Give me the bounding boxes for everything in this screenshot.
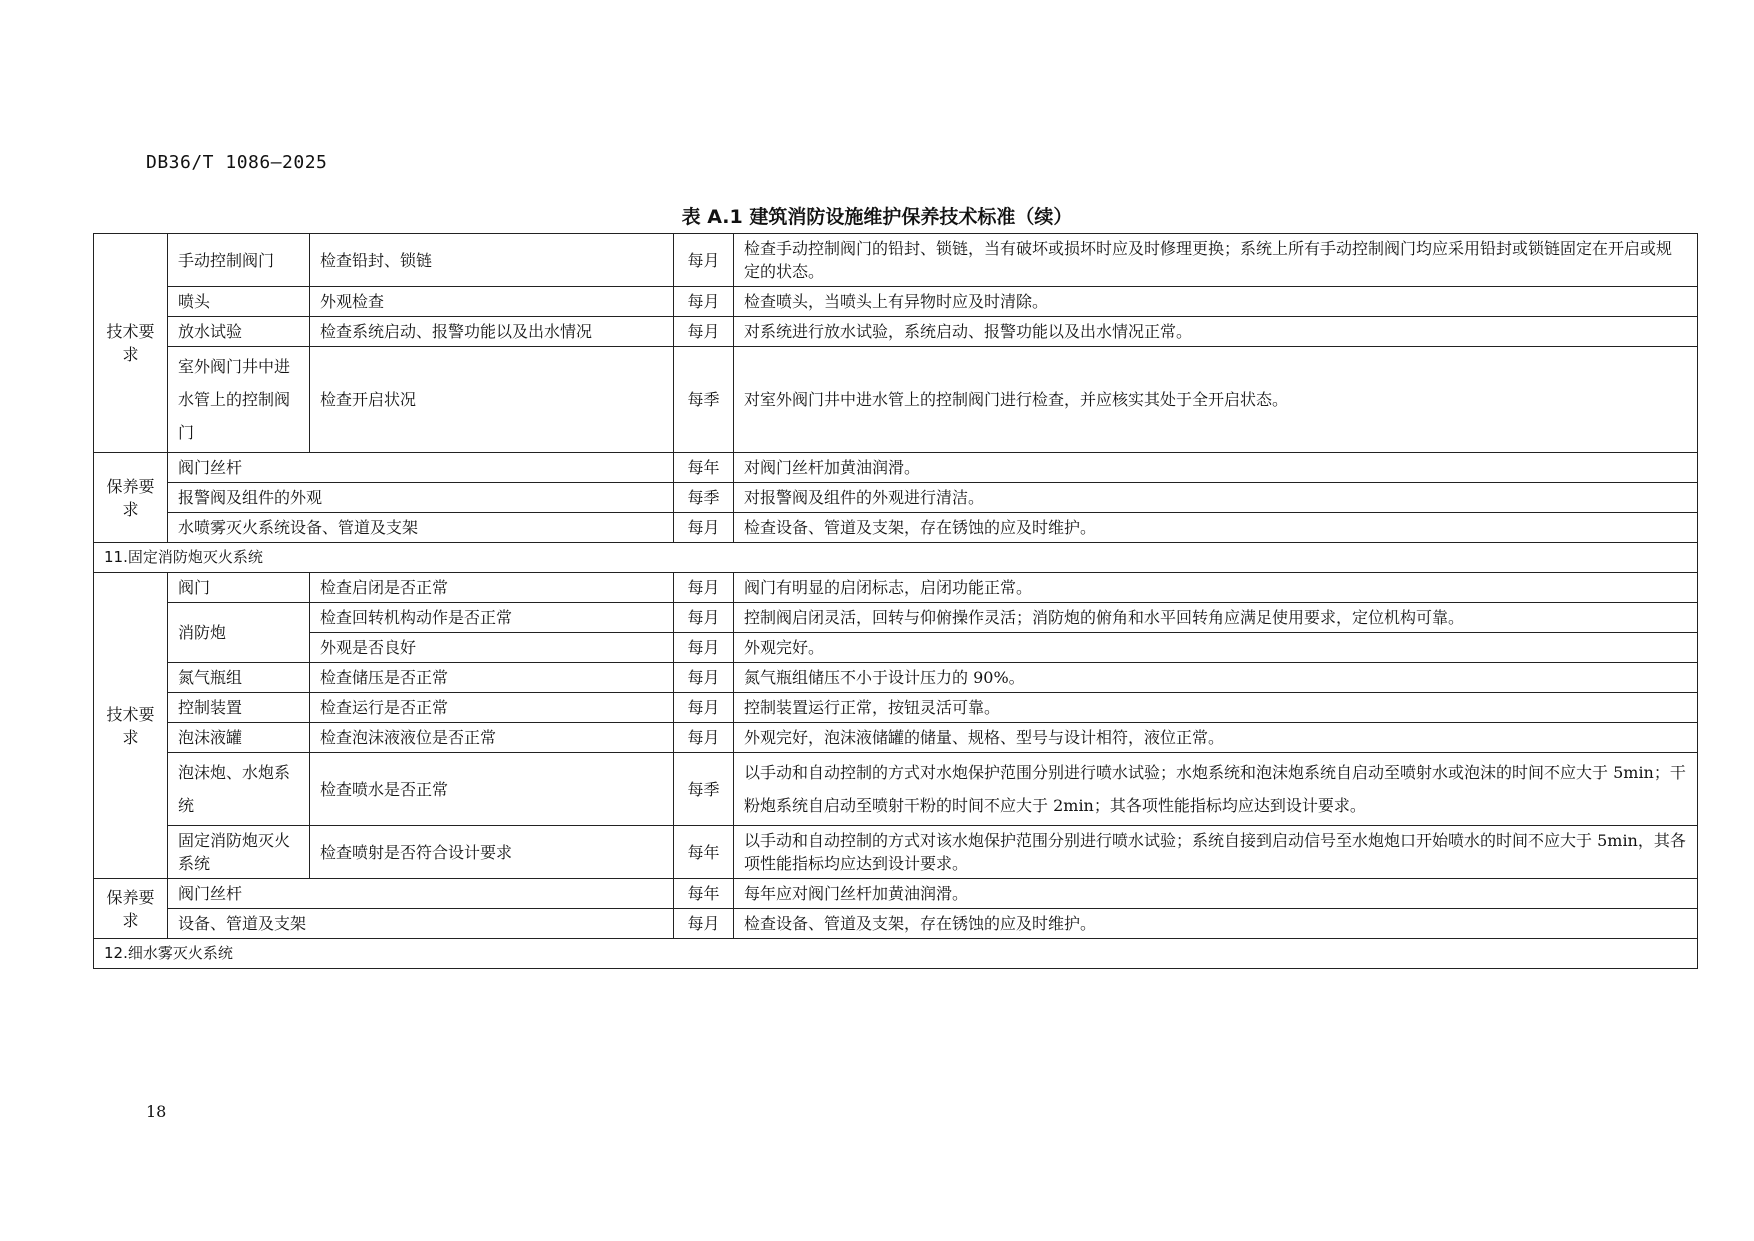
frequency-cell: 每月: [674, 287, 734, 317]
description-cell: 对室外阀门井中进水管上的控制阀门进行检查，并应核实其处于全开启状态。: [734, 347, 1698, 453]
check-cell: 外观检查: [310, 287, 674, 317]
description-cell: 外观完好。: [734, 633, 1698, 663]
frequency-cell: 每年: [674, 453, 734, 483]
description-cell: 以手动和自动控制的方式对水炮保护范围分别进行喷水试验；水炮系统和泡沫炮系统自启动至喷射水或泡沫的时间不应大于 5min；干粉炮系统自启动至喷射干粉的时间不应大于 2min；其各项性能指标均应达到设计要求。: [734, 753, 1698, 826]
check-cell: 检查开启状况: [310, 347, 674, 453]
frequency-cell: 每月: [674, 513, 734, 543]
table-row: [94, 909, 1698, 939]
description-cell: 外观完好，泡沫液储罐的储量、规格、型号与设计相符，液位正常。: [734, 723, 1698, 753]
item-cell: 阀门丝杆: [168, 879, 674, 909]
description-cell: 检查喷头，当喷头上有异物时应及时清除。: [734, 287, 1698, 317]
description-cell: 对报警阀及组件的外观进行清洁。: [734, 483, 1698, 513]
description-cell: 对系统进行放水试验，系统启动、报警功能以及出水情况正常。: [734, 317, 1698, 347]
group-label-tech: 技术要求: [94, 573, 168, 879]
frequency-cell: 每月: [674, 723, 734, 753]
table-row: [94, 603, 1698, 633]
frequency-cell: 每季: [674, 347, 734, 453]
frequency-cell: 每月: [674, 317, 734, 347]
table-row: [94, 723, 1698, 753]
item-cell: 固定消防炮灭火系统: [168, 826, 310, 879]
table-row: [94, 317, 1698, 347]
description-cell: 检查手动控制阀门的铅封、锁链，当有破坏或损坏时应及时修理更换；系统上所有手动控制阀门均应采用铅封或锁链固定在开启或规定的状态。: [734, 234, 1698, 287]
frequency-cell: 每月: [674, 603, 734, 633]
check-cell: 外观是否良好: [310, 633, 674, 663]
section-heading-11: 11.固定消防炮灭火系统: [94, 543, 1698, 573]
table-row: [94, 663, 1698, 693]
table-row: [94, 483, 1698, 513]
table-row: [94, 879, 1698, 909]
table-row: [94, 347, 1698, 453]
frequency-cell: 每季: [674, 483, 734, 513]
frequency-cell: 每年: [674, 826, 734, 879]
item-cell: 喷头: [168, 287, 310, 317]
document-code: DB36/T 1086—2025: [146, 152, 328, 173]
description-cell: 氮气瓶组储压不小于设计压力的 90%。: [734, 663, 1698, 693]
frequency-cell: 每年: [674, 879, 734, 909]
item-cell: 控制装置: [168, 693, 310, 723]
table-row: [94, 633, 1698, 663]
maintenance-standard-table: [93, 233, 1698, 969]
table-row: [94, 753, 1698, 826]
description-cell: 对阀门丝杆加黄油润滑。: [734, 453, 1698, 483]
check-cell: 检查系统启动、报警功能以及出水情况: [310, 317, 674, 347]
check-cell: 检查回转机构动作是否正常: [310, 603, 674, 633]
description-cell: 控制阀启闭灵活，回转与仰俯操作灵活；消防炮的俯角和水平回转角应满足使用要求，定位机构可靠。: [734, 603, 1698, 633]
section-row: [94, 543, 1698, 573]
group-label-tech: 技术要求: [94, 234, 168, 453]
item-cell: 阀门丝杆: [168, 453, 674, 483]
table-row: [94, 234, 1698, 287]
item-cell: 消防炮: [168, 603, 310, 663]
description-cell: 以手动和自动控制的方式对该水炮保护范围分别进行喷水试验；系统自接到启动信号至水炮炮口开始喷水的时间不应大于 5min，其各项性能指标均应达到设计要求。: [734, 826, 1698, 879]
check-cell: 检查储压是否正常: [310, 663, 674, 693]
check-cell: 检查运行是否正常: [310, 693, 674, 723]
frequency-cell: 每月: [674, 693, 734, 723]
description-cell: 每年应对阀门丝杆加黄油润滑。: [734, 879, 1698, 909]
item-cell: 泡沫液罐: [168, 723, 310, 753]
description-cell: 检查设备、管道及支架，存在锈蚀的应及时维护。: [734, 513, 1698, 543]
frequency-cell: 每季: [674, 753, 734, 826]
item-cell: 水喷雾灭火系统设备、管道及支架: [168, 513, 674, 543]
item-cell: 放水试验: [168, 317, 310, 347]
table-row: [94, 287, 1698, 317]
description-cell: 检查设备、管道及支架，存在锈蚀的应及时维护。: [734, 909, 1698, 939]
table-row: [94, 513, 1698, 543]
item-cell: 阀门: [168, 573, 310, 603]
check-cell: 检查启闭是否正常: [310, 573, 674, 603]
group-label-maint: 保养要求: [94, 453, 168, 543]
description-cell: 阀门有明显的启闭标志，启闭功能正常。: [734, 573, 1698, 603]
description-cell: 控制装置运行正常，按钮灵活可靠。: [734, 693, 1698, 723]
frequency-cell: 每月: [674, 663, 734, 693]
frequency-cell: 每月: [674, 633, 734, 663]
table-row: [94, 453, 1698, 483]
section-heading-12: 12.细水雾灭火系统: [94, 939, 1698, 969]
table-row: [94, 693, 1698, 723]
table-title: 表 A.1 建筑消防设施维护保养技术标准（续）: [681, 206, 1073, 228]
frequency-cell: 每月: [674, 573, 734, 603]
table-row: [94, 573, 1698, 603]
check-cell: 检查喷水是否正常: [310, 753, 674, 826]
frequency-cell: 每月: [674, 909, 734, 939]
item-cell: 设备、管道及支架: [168, 909, 674, 939]
check-cell: 检查泡沫液液位是否正常: [310, 723, 674, 753]
item-cell: 泡沫炮、水炮系统: [168, 753, 310, 826]
item-cell: 室外阀门井中进水管上的控制阀门: [168, 347, 310, 453]
check-cell: 检查铅封、锁链: [310, 234, 674, 287]
page-number: 18: [146, 1102, 167, 1121]
group-label-maint: 保养要求: [94, 879, 168, 939]
item-cell: 氮气瓶组: [168, 663, 310, 693]
table-row: [94, 826, 1698, 879]
check-cell: 检查喷射是否符合设计要求: [310, 826, 674, 879]
item-cell: 报警阀及组件的外观: [168, 483, 674, 513]
item-cell: 手动控制阀门: [168, 234, 310, 287]
section-row: [94, 939, 1698, 969]
frequency-cell: 每月: [674, 234, 734, 287]
